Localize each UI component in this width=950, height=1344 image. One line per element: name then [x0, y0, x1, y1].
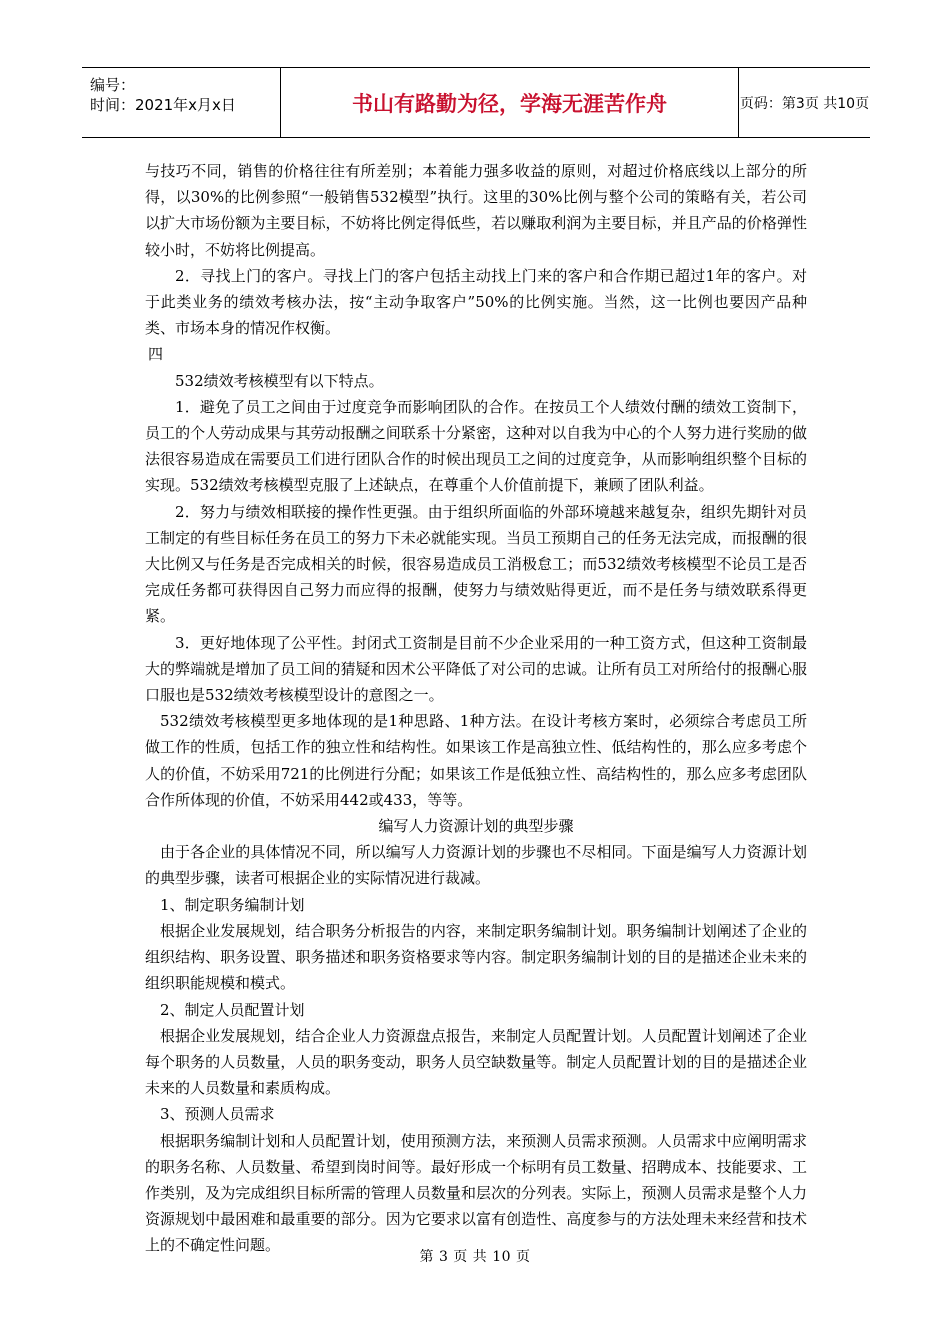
step-heading: 2、制定人员配置计划: [160, 1000, 305, 1019]
paragraph: 3．更好地体现了公平性。封闭式工资制是目前不少企业采用的一种工资方式，但这种工资制最大的弊端就是增加了员工间的猜疑和因术公平降低了对公司的忠诚。让所有员工对所给付的报酬心服口服也是532绩效考核模型设计的意图之一。: [145, 633, 807, 705]
paragraph: 根据职务编制计划和人员配置计划，使用预测方法，来预测人员需求预测。人员需求中应阐明需求的职务名称、人员数量、希望到岗时间等。最好形成一个标明有员工数量、招聘成本、技能要求、工作类别，及为完成组织目标所需的管理人员数量和层次的分列表。实际上，预测人员需求是整个人力资源规划中最困难和最重要的部分。因为它要求以富有创造性、高度参与的方法处理未来经营和技术上的不确定性问题。: [145, 1131, 807, 1255]
paragraph: 由于各企业的具体情况不同，所以编写人力资源计划的步骤也不尽相同。下面是编写人力资源计划的典型步骤，读者可根据企业的实际情况进行裁减。: [145, 843, 807, 888]
paragraph: 532绩效考核模型更多地体现的是1种思路、1种方法。在设计考核方案时，必须综合考虑员工所做工作的性质，包括工作的独立性和结构性。如果该工作是高独立性、低结构性的，那么应多考虑个人的价值，不妨采用721的比例进行分配；如果该工作是低独立性、高结构性的，那么应多考虑团队合作所体现的价值，不妨采用442或433，等等。: [145, 712, 807, 809]
header-meta-cell: [82, 68, 281, 137]
paragraph: 根据企业发展规划，结合企业人力资源盘点报告，来制定人员配置计划。人员配置计划阐述了企业每个职务的人员数量，人员的职务变动，职务人员空缺数量等。制定人员配置计划的目的是描述企业未来的人员数量和素质构成。: [145, 1026, 807, 1098]
paragraph: 与技巧不同，销售的价格往往有所差别；本着能力强多收益的原则，对超过价格底线以上部分的所得，以30%的比例参照“一般销售532模型”执行。这里的30%比例与整个公司的策略有关，若公司以扩大市场份额为主要目标，不妨将比例定得低些，若以赚取利润为主要目标，并且产品的价格弹性较小时，不妨将比例提高。: [145, 162, 807, 259]
paragraph: 2．寻找上门的客户。寻找上门的客户包括主动找上门来的客户和合作期已超过1年的客户。对于此类业务的绩效考核办法，按“主动争取客户”50%的比例实施。当然，这一比例也要因产品种类、市场本身的情况作权衡。: [145, 266, 807, 338]
page-header: [82, 67, 870, 138]
document-body: [145, 158, 807, 1259]
paragraph: 2．努力与绩效相联接的操作性更强。由于组织所面临的外部环境越来越复杂，组织先期针对员工制定的有些目标任务在员工的努力下未必就能实现。当员工预期自己的任务无法完成，而报酬的很大比例又与任务是否完成相关的时候，很容易造成员工消极怠工；而532绩效考核模型不论员工是否完成任务都可获得因自己努力而应得的报酬，使努力与绩效贴得更近，而不是任务与绩效联系得更紧。: [145, 502, 807, 626]
section-number: 四: [148, 345, 164, 364]
page-footer: 第 3 页 共 10 页: [419, 1249, 531, 1265]
header-page-label: 页码：第3页 共10页: [739, 95, 870, 112]
paragraph: 532绩效考核模型有以下特点。: [175, 371, 384, 390]
step-heading: 3、预测人员需求: [160, 1105, 275, 1124]
step-heading: 1、制定职务编制计划: [160, 895, 305, 914]
section-heading: 编写人力资源计划的典型步骤: [378, 817, 574, 836]
paragraph: 1．避免了员工之间由于过度竞争而影响团队的合作。在按员工个人绩效付酬的绩效工资制下，员工的个人劳动成果与其劳动报酬之间联系十分紧密，这种对以自我为中心的个人努力进行奖励的做法很容易造成在需要员工们进行团队合作的时候出现员工之间的过度竞争，从而影响组织整个目标的实现。532绩效考核模型克服了上述缺点，在尊重个人价值前提下，兼顾了团队利益。: [145, 397, 807, 495]
document-number-label: 编号：: [90, 76, 136, 94]
paragraph: 根据企业发展规划，结合职务分析报告的内容，来制定职务编制计划。职务编制计划阐述了企业的组织结构、职务设置、职务描述和职务资格要求等内容。制定职务编制计划的目的是描述企业未来的组织职能规模和模式。: [145, 921, 807, 993]
document-date-label: 时间：2021年x月x日: [90, 96, 236, 114]
header-motto: 书山有路勤为径，学海无涯苦作舟: [281, 68, 739, 137]
